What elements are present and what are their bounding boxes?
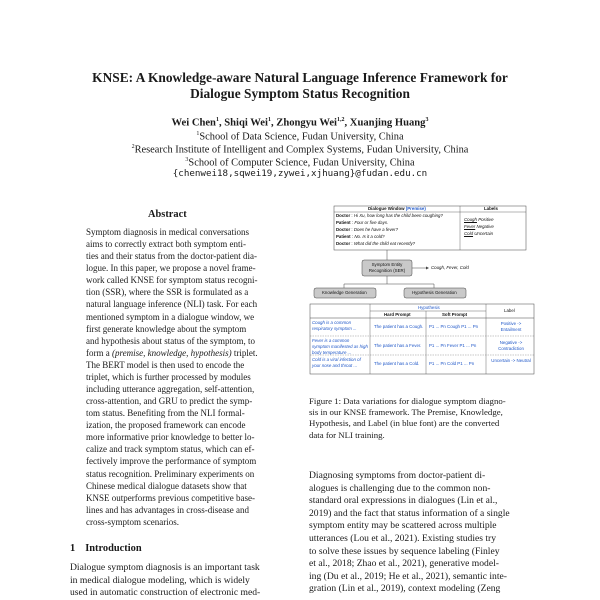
text-line: logue. In this paper, we propose a novel frame- [86, 263, 256, 274]
dialogue-line: Doctor : Does he have a fever? [336, 227, 399, 232]
text-line: sis in our KNSE framework. The Premise, Knowledge, [309, 407, 503, 418]
author-name: Xuanjing Huang [349, 117, 426, 129]
text-line: calize and track symptom status, which can ef- [86, 444, 255, 455]
ser-output: Cough, Fever, Cold [431, 265, 469, 270]
text-line: cross-attention, and GRU to predict the symp- [86, 396, 253, 407]
knowledge-cell: Fever is a common symptom manifested as high body temperature ... [312, 338, 368, 355]
text-line: in medical dialogue modeling, which is widely [70, 574, 250, 586]
label-cell: Positive -> Entailment [500, 321, 522, 332]
text-line: mentioned symptom in a dialogue window, we [86, 311, 255, 322]
section-heading [70, 543, 142, 554]
hypothesis-group-header: Hypothesis [418, 305, 440, 310]
label-col-header: Label [504, 308, 515, 313]
author-sup: 1 [267, 117, 271, 123]
text-line: first generate knowledge about the symptom [86, 323, 247, 334]
text-line: including utterance aggregation, self-attention, [86, 384, 255, 395]
label-cell: Uncertain -> Neutral [491, 358, 531, 363]
text-line: tion (SSR), where the SSR is formulated as a [86, 287, 249, 298]
text-line: used in automatic construction of electronic med- [70, 587, 261, 598]
text-line: natural language inference (NLI) task. For each [86, 299, 258, 310]
author-name: Shiqi Wei [224, 117, 268, 129]
text-line: triplet, which is further processed by modules [86, 371, 251, 382]
affil-text: Research Institute of Intelligent and Complex Systems, Fudan University, China [134, 144, 469, 156]
author-email: {chenwei18,sqwei19,zywei,xjhuang}@fudan.edu.cn [172, 168, 428, 179]
affil-sup: 2 [131, 144, 135, 150]
text-line: KNSE outperforms previous competitive base- [86, 492, 255, 503]
author-sup: 3 [425, 117, 429, 123]
dialogue-line: Doctor : Hi Xu, how long has the child been coughing? [336, 213, 443, 218]
text-line: and hypothesis about status of the symptom, to [86, 335, 255, 346]
text-line: tom status. Benefiting from the NLI formal- [86, 408, 245, 419]
author-sup: 1 [215, 117, 219, 123]
text-line: aims to correctly extract both symptom enti- [86, 239, 246, 250]
text-line: Symptom diagnosis in medical conversations [86, 227, 249, 237]
abstract-heading: Abstract [148, 209, 187, 220]
text-line: 2019) and the fact that status information of a single [309, 507, 510, 519]
symptom-label: Fever Negative [464, 224, 494, 229]
author-name: Wei Chen [171, 117, 216, 129]
intro-body [70, 562, 296, 600]
text-line: utterances (Lou et al., 2021). Existing studies try [309, 532, 497, 544]
abstract-body [86, 226, 294, 528]
knowledge-generation-label: Knowledge Generation [322, 290, 367, 295]
dialogue-header: Dialogue Window (Premise) [368, 206, 426, 211]
soft-prompt-cell: P1 ... Pn Fever P1 ... Pn [429, 343, 477, 348]
hard-prompt-cell: The patient has a Cough. [374, 324, 424, 329]
affil-sup: 3 [185, 157, 189, 163]
hard-prompt-cell: The patient has a Cold. [374, 361, 420, 366]
figure-caption [309, 396, 535, 441]
text-line: standard oral expressions in dialogues (Lin et al., [309, 495, 498, 507]
text-line: to solve these issues by sequence labeling (Finley [309, 545, 500, 557]
symptom-label: Cold Uncertain [464, 231, 494, 236]
knowledge-cell: Cold is a viral infection of your nose and throat ... [312, 357, 361, 368]
author-name: Zhongyu Wei [276, 117, 337, 129]
text-line: Chinese medical dialogue datasets show that [86, 480, 247, 491]
title-line-1: KNSE: A Knowledge-aware Natural Language Inference Framework for [92, 70, 508, 85]
text-line: symptom entity may be scattered across multiple [309, 520, 497, 532]
text-line: gration (Lin et al., 2019), context modeling (Zeng [309, 583, 501, 595]
knowledge-cell: Cough is a common respiratory symptom ... [312, 320, 357, 331]
text-line: form a (premise, knowledge, hypothesis) triplet. [86, 347, 258, 358]
soft-prompt-cell: P1 ... Pn Cold P1 ... Pn [429, 361, 475, 366]
section-number: 1 [70, 543, 76, 554]
text-line: data for NLI training. [309, 429, 385, 440]
text-line: ing (Du et al., 2019; He et al., 2021), semantic inte- [309, 570, 507, 582]
text-line: work called KNSE for symptom status recogni- [86, 275, 258, 286]
text-line: lines and has advantages in cross-disease and [86, 504, 249, 515]
labels-header: Labels [484, 206, 498, 211]
affil-sup: 1 [196, 131, 200, 137]
ser-label: Symptom Entity Recognition (SER) [368, 262, 406, 273]
soft-prompt-cell: P1 ... Pn Cough P1 ... Pn [429, 324, 479, 329]
text-line: alogues is challenging due to the common non- [309, 482, 491, 494]
affil-text: School of Computer Science, Fudan University, China [188, 157, 415, 169]
dialogue-line: Doctor : What did the child eat recently? [336, 241, 416, 246]
author-sup: 1,2 [337, 117, 345, 123]
text-line: Hypothesis, and Label (in blue font) are the converted [309, 418, 500, 429]
text-line: ization, the proposed framework can encode [86, 420, 246, 431]
section-title: Introduction [85, 543, 142, 554]
label-cell: Negative -> Contradiction [498, 340, 524, 351]
soft-prompt-header: Soft Prompt [442, 312, 468, 317]
dialogue-line: Patient : Four or five days. [336, 220, 389, 225]
symptom-label: Cough Positive [464, 217, 494, 222]
text-line: Figure 1: Data variations for dialogue symptom diagno- [309, 396, 506, 406]
text-line: et al., 2018; Zhao et al., 2021), generative model- [309, 558, 499, 570]
text-line: The BERT model is then used to encode the [86, 359, 245, 370]
paper-title [40, 70, 560, 102]
text-line: ties and their status from the doctor-patient dia- [86, 251, 258, 262]
hypothesis-generation-label: Hypothesis Generation [412, 290, 457, 295]
author-list: Wei Chen$^1$, Shiqi Wei$^1$, Zhongyu Wei$^{1,2}$, Xuanjing Huang$^3$ [171, 117, 429, 129]
text-line: status recognition. Preliminary experiments on [86, 468, 255, 479]
text-line: Dialogue symptom diagnosis is an important task [70, 562, 260, 573]
text-line: Diagnosing symptoms from doctor-patient di- [309, 470, 486, 481]
text-line: cross-symptom scenarios. [86, 516, 179, 527]
figure-1 [308, 204, 536, 388]
hard-prompt-header: Hard Prompt [384, 312, 411, 317]
right-column-body [309, 470, 535, 596]
title-line-2: Dialogue Symptom Status Recognition [190, 86, 410, 101]
text-line: fectively improve the performance of symptom [86, 456, 257, 467]
dialogue-line: Patient : No. Is it a cold? [336, 234, 385, 239]
text-line: more informative prior knowledge to better lo- [86, 432, 255, 443]
affil-text: School of Data Science, Fudan University, China [199, 131, 404, 143]
hard-prompt-cell: The patient has a Fever. [374, 343, 422, 348]
